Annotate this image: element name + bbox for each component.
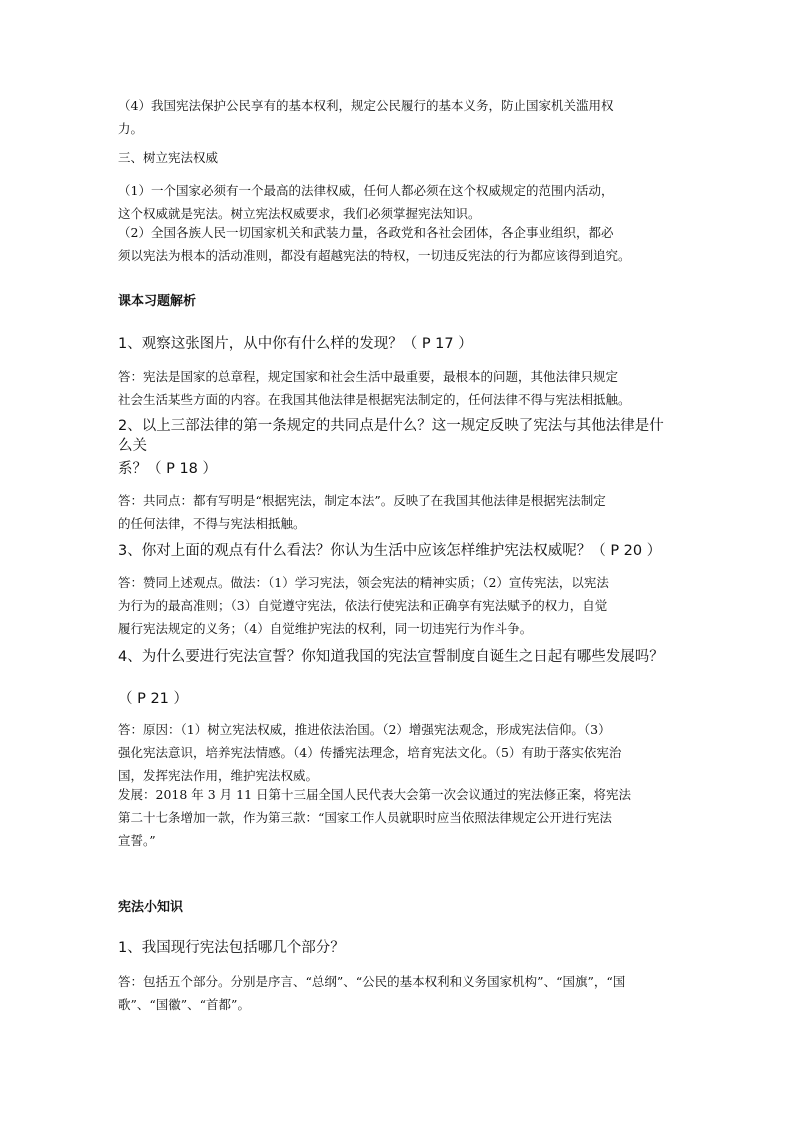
knowledge-answer-1: 答：包括五个部分。分别是序言、“总纲”、“公民的基本权利和义务国家机构”、“国旗”，“国 歌”、“国徽”、“首都”。 xyxy=(118,974,626,1012)
exercise-question-1: 1、观察这张图片，从中你有什么样的发现？（ P 17 ） xyxy=(118,336,473,352)
section-heading-3: 三、树立宪法权威 xyxy=(118,150,219,165)
paragraph-section-2-item-4: （4）我国宪法保护公民享有的基本权利，规定公民履行的基本义务，防止国家机关滥用权 力。 xyxy=(118,98,614,136)
exercise-question-2-line-1: 2、以上三部法律的第一条规定的共同点是什么？这一规定反映了宪法与其他法律是什么关 xyxy=(118,418,664,454)
exercise-answer-2: 答：共同点：都有写明是“根据宪法，制定本法”。反映了在我国其他法律是根据宪法制定 的任何法律，不得与宪法相抵触。 xyxy=(118,493,606,531)
exercise-answer-1: 答：宪法是国家的总章程，规定国家和社会生活中最重要，最根本的问题，其他法律只规定 社会生活某些方面的内容。在我国其他法律是根据宪法制定的，任何法律不得与宪法相抵触。 xyxy=(118,369,631,407)
exercise-answer-4-development: 发展：2018 年 3 月 11 日第十三届全国人民代表大会第一次会议通过的宪法修正案，将宪法 第二十七条增加一款，作为第三款：“国家工作人员就职时应当依照法律规定公开进行宪法 宣誓。” xyxy=(118,787,632,848)
paragraph-authority-1: （1）一个国家必须有一个最高的法律权威，任何人都必须在这个权威规定的范围内活动， 这个权威就是宪法。树立宪法权威要求，我们必须掌握宪法知识。 xyxy=(118,183,614,221)
exercise-question-3: 3、你对上面的观点有什么看法？你认为生活中应该怎样维护宪法权威呢？（ P 20 ） xyxy=(118,543,662,559)
knowledge-question-1: 1、我国现行宪法包括哪几个部分？ xyxy=(118,940,345,956)
exercise-question-2-line-2: 系？（ P 18 ） xyxy=(118,461,218,477)
exercise-answer-3: 答：赞同上述观点。做法：（1）学习宪法，领会宪法的精神实质；（2）宣传宪法，以宪法 为行为的最高准则；（3）自觉遵守宪法，依法行使宪法和正确享有宪法赋予的权力，自觉 履行宪法规定的义务；（4）自觉维护宪法的权利，同一切违宪行为作斗争。 xyxy=(118,575,609,636)
exercise-answer-4-reasons: 答：原因：（1）树立宪法权威，推进依法治国。（2）增强宪法观念，形成宪法信仰。（3） 强化宪法意识，培养宪法情感。（4）传播宪法理念，培育宪法文化。（5）有助于落实依宪治 国，发挥宪法作用，维护宪法权威。 xyxy=(118,722,622,783)
exercises-title: 课本习题解析 xyxy=(118,294,197,309)
exercise-question-4-line-2: （ P 21 ） xyxy=(118,691,189,707)
exercise-question-4-line-1: 4、为什么要进行宪法宣誓？你知道我国的宪法宣誓制度自诞生之日起有哪些发展吗？ xyxy=(118,649,664,665)
knowledge-title: 宪法小知识 xyxy=(118,900,184,915)
paragraph-authority-2: （2）全国各族人民一切国家机关和武装力量，各政党和各社会团体，各企事业组织，都必 须以宪法为根本的活动准则，都没有超越宪法的特权，一切违反宪法的行为都应该得到追究。 xyxy=(118,225,631,263)
